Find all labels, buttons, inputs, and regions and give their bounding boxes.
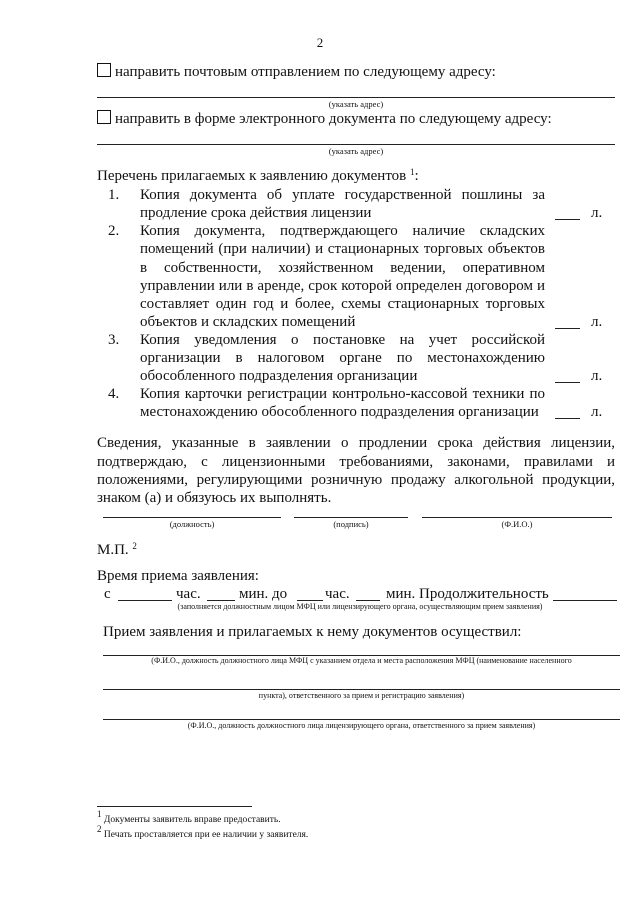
electronic-address-line[interactable] — [97, 144, 615, 145]
reception-time-title: Время приема заявления: — [97, 568, 259, 584]
accepted-by-licensing-line[interactable] — [103, 719, 620, 720]
attachment-item-1-line-2: продление срока действия лицензии — [140, 205, 372, 221]
attachment-item-4-line-2: местонахождению обособленного подразделения организации — [140, 404, 539, 420]
attachment-item-2-line-3: в собственности, хозяйственном ведении, оперативном — [140, 260, 545, 276]
name-line[interactable] — [422, 517, 612, 518]
footnote-ref-1: 1 — [410, 167, 415, 177]
position-line[interactable] — [103, 517, 281, 518]
reception-hours2-field[interactable] — [297, 600, 323, 601]
attachment-item-3-line-2: организации в налоговом органе по местонахождению — [140, 350, 545, 366]
attachment-item-2-sheets-suffix: л. — [591, 314, 603, 330]
reception-time-hint: (заполняется должностным лицом МФЦ или лицензирующего органа, осуществляющим прием заявления) — [177, 602, 543, 611]
stamp-label: М.П. $^2$ — [97, 541, 137, 558]
post-address-line[interactable] — [97, 97, 615, 98]
attachment-item-4-number: 4. — [108, 386, 120, 402]
position-hint: (должность) — [169, 519, 215, 529]
attachment-item-4-line-1: Копия карточки регистрации контрольно-кассовой техники по — [140, 386, 545, 402]
accepted-by-title: Прием заявления и прилагаемых к нему документов осуществил: — [103, 624, 522, 640]
attachment-item-2-line-2: помещений (при наличии) и стационарных торговых объектов — [140, 241, 545, 257]
reception-from-label: с — [104, 586, 111, 602]
page-number: 2 — [316, 35, 324, 50]
electronic-checkbox[interactable] — [97, 110, 111, 124]
attachment-item-2-sheets-field[interactable] — [555, 314, 580, 329]
attachment-item-2-line-6: объектов и складских помещений — [140, 314, 356, 330]
reception-minutes2-label: мин. Продолжительность — [386, 586, 549, 602]
attachment-item-2-line-1: Копия документа, подтверждающего наличие складских — [140, 223, 545, 239]
footnote-2: $^2$ Печать проставляется при ее наличии у заявителя. — [97, 824, 309, 840]
attachment-item-3-line-1: Копия уведомления о постановке на учет российской — [140, 332, 545, 348]
confirmation-line-2: подтверждаю, с лицензионными требованиями, законами, правилами и — [97, 454, 615, 470]
reception-minutes-label: мин. до — [239, 586, 288, 602]
footnote-separator — [97, 806, 252, 807]
accepted-by-mfc-line-2[interactable] — [103, 689, 620, 690]
attachment-item-3-sheets-suffix: л. — [591, 368, 603, 384]
attachment-item-1-line-1: Копия документа об уплате государственной пошлины за — [140, 187, 545, 203]
attachment-item-3-sheets-field[interactable] — [555, 368, 580, 383]
footnote-ref-2: 2 — [132, 541, 137, 551]
accepted-by-hint-1: (Ф.И.О., должность должностного лица МФЦ с указанием отдела и места расположения МФЦ (наименование населенного — [151, 656, 572, 665]
reception-duration-field[interactable] — [553, 600, 617, 601]
confirmation-line-4: знаком (а) и обязуюсь их выполнять. — [97, 490, 332, 506]
option-electronic-label: направить в форме электронного документа по следующему адресу: — [115, 111, 552, 127]
attachment-item-3-line-3: обособленного подразделения организации — [140, 368, 418, 384]
attachments-intro: Перечень прилагаемых к заявлению документов $^1$: — [97, 167, 419, 184]
attachment-item-1-number: 1. — [108, 187, 120, 203]
electronic-address-hint: (указать адрес) — [328, 146, 384, 156]
reception-minutes2-field[interactable] — [356, 600, 380, 601]
confirmation-line-1: Сведения, указанные в заявлении о продлении срока действия лицензии, — [97, 435, 615, 451]
attachment-item-2-line-4: управлении или в аренде, срок которой определен договором и — [140, 278, 545, 294]
attachment-item-1-sheets-field[interactable] — [555, 205, 580, 220]
reception-hours-label: час. — [176, 586, 201, 602]
attachment-item-2-line-5: составляет один год и более, схемы стационарных торговых — [140, 296, 545, 312]
attachment-item-4-sheets-suffix: л. — [591, 404, 603, 420]
reception-hours2-label: час. — [325, 586, 350, 602]
reception-hours-field[interactable] — [118, 600, 172, 601]
attachment-item-4-sheets-field[interactable] — [555, 404, 580, 419]
footnote-1: $^1$ Документы заявитель вправе предоставить. — [97, 809, 281, 825]
attachment-item-1-sheets-suffix: л. — [591, 205, 603, 221]
signature-hint: (подпись) — [333, 519, 369, 529]
accepted-by-hint-2: пункта), ответственного за прием и регистрацию заявления) — [258, 691, 465, 700]
signature-line[interactable] — [294, 517, 408, 518]
reception-minutes-field[interactable] — [207, 600, 235, 601]
option-post[interactable] — [97, 63, 496, 81]
accepted-by-hint-3: (Ф.И.О., должность должностного лица лицензирующего органа, ответственного за прием заявления) — [187, 721, 536, 730]
post-address-hint: (указать адрес) — [328, 99, 384, 109]
option-electronic[interactable] — [97, 110, 552, 128]
attachment-item-2-number: 2. — [108, 223, 120, 239]
attachment-item-3-number: 3. — [108, 332, 120, 348]
option-post-label: направить почтовым отправлением по следующему адресу: — [115, 64, 496, 80]
confirmation-line-3: положениями, регулирующими розничную продажу алкогольной продукции, — [97, 472, 615, 488]
post-checkbox[interactable] — [97, 63, 111, 77]
name-hint: (Ф.И.О.) — [501, 519, 533, 529]
